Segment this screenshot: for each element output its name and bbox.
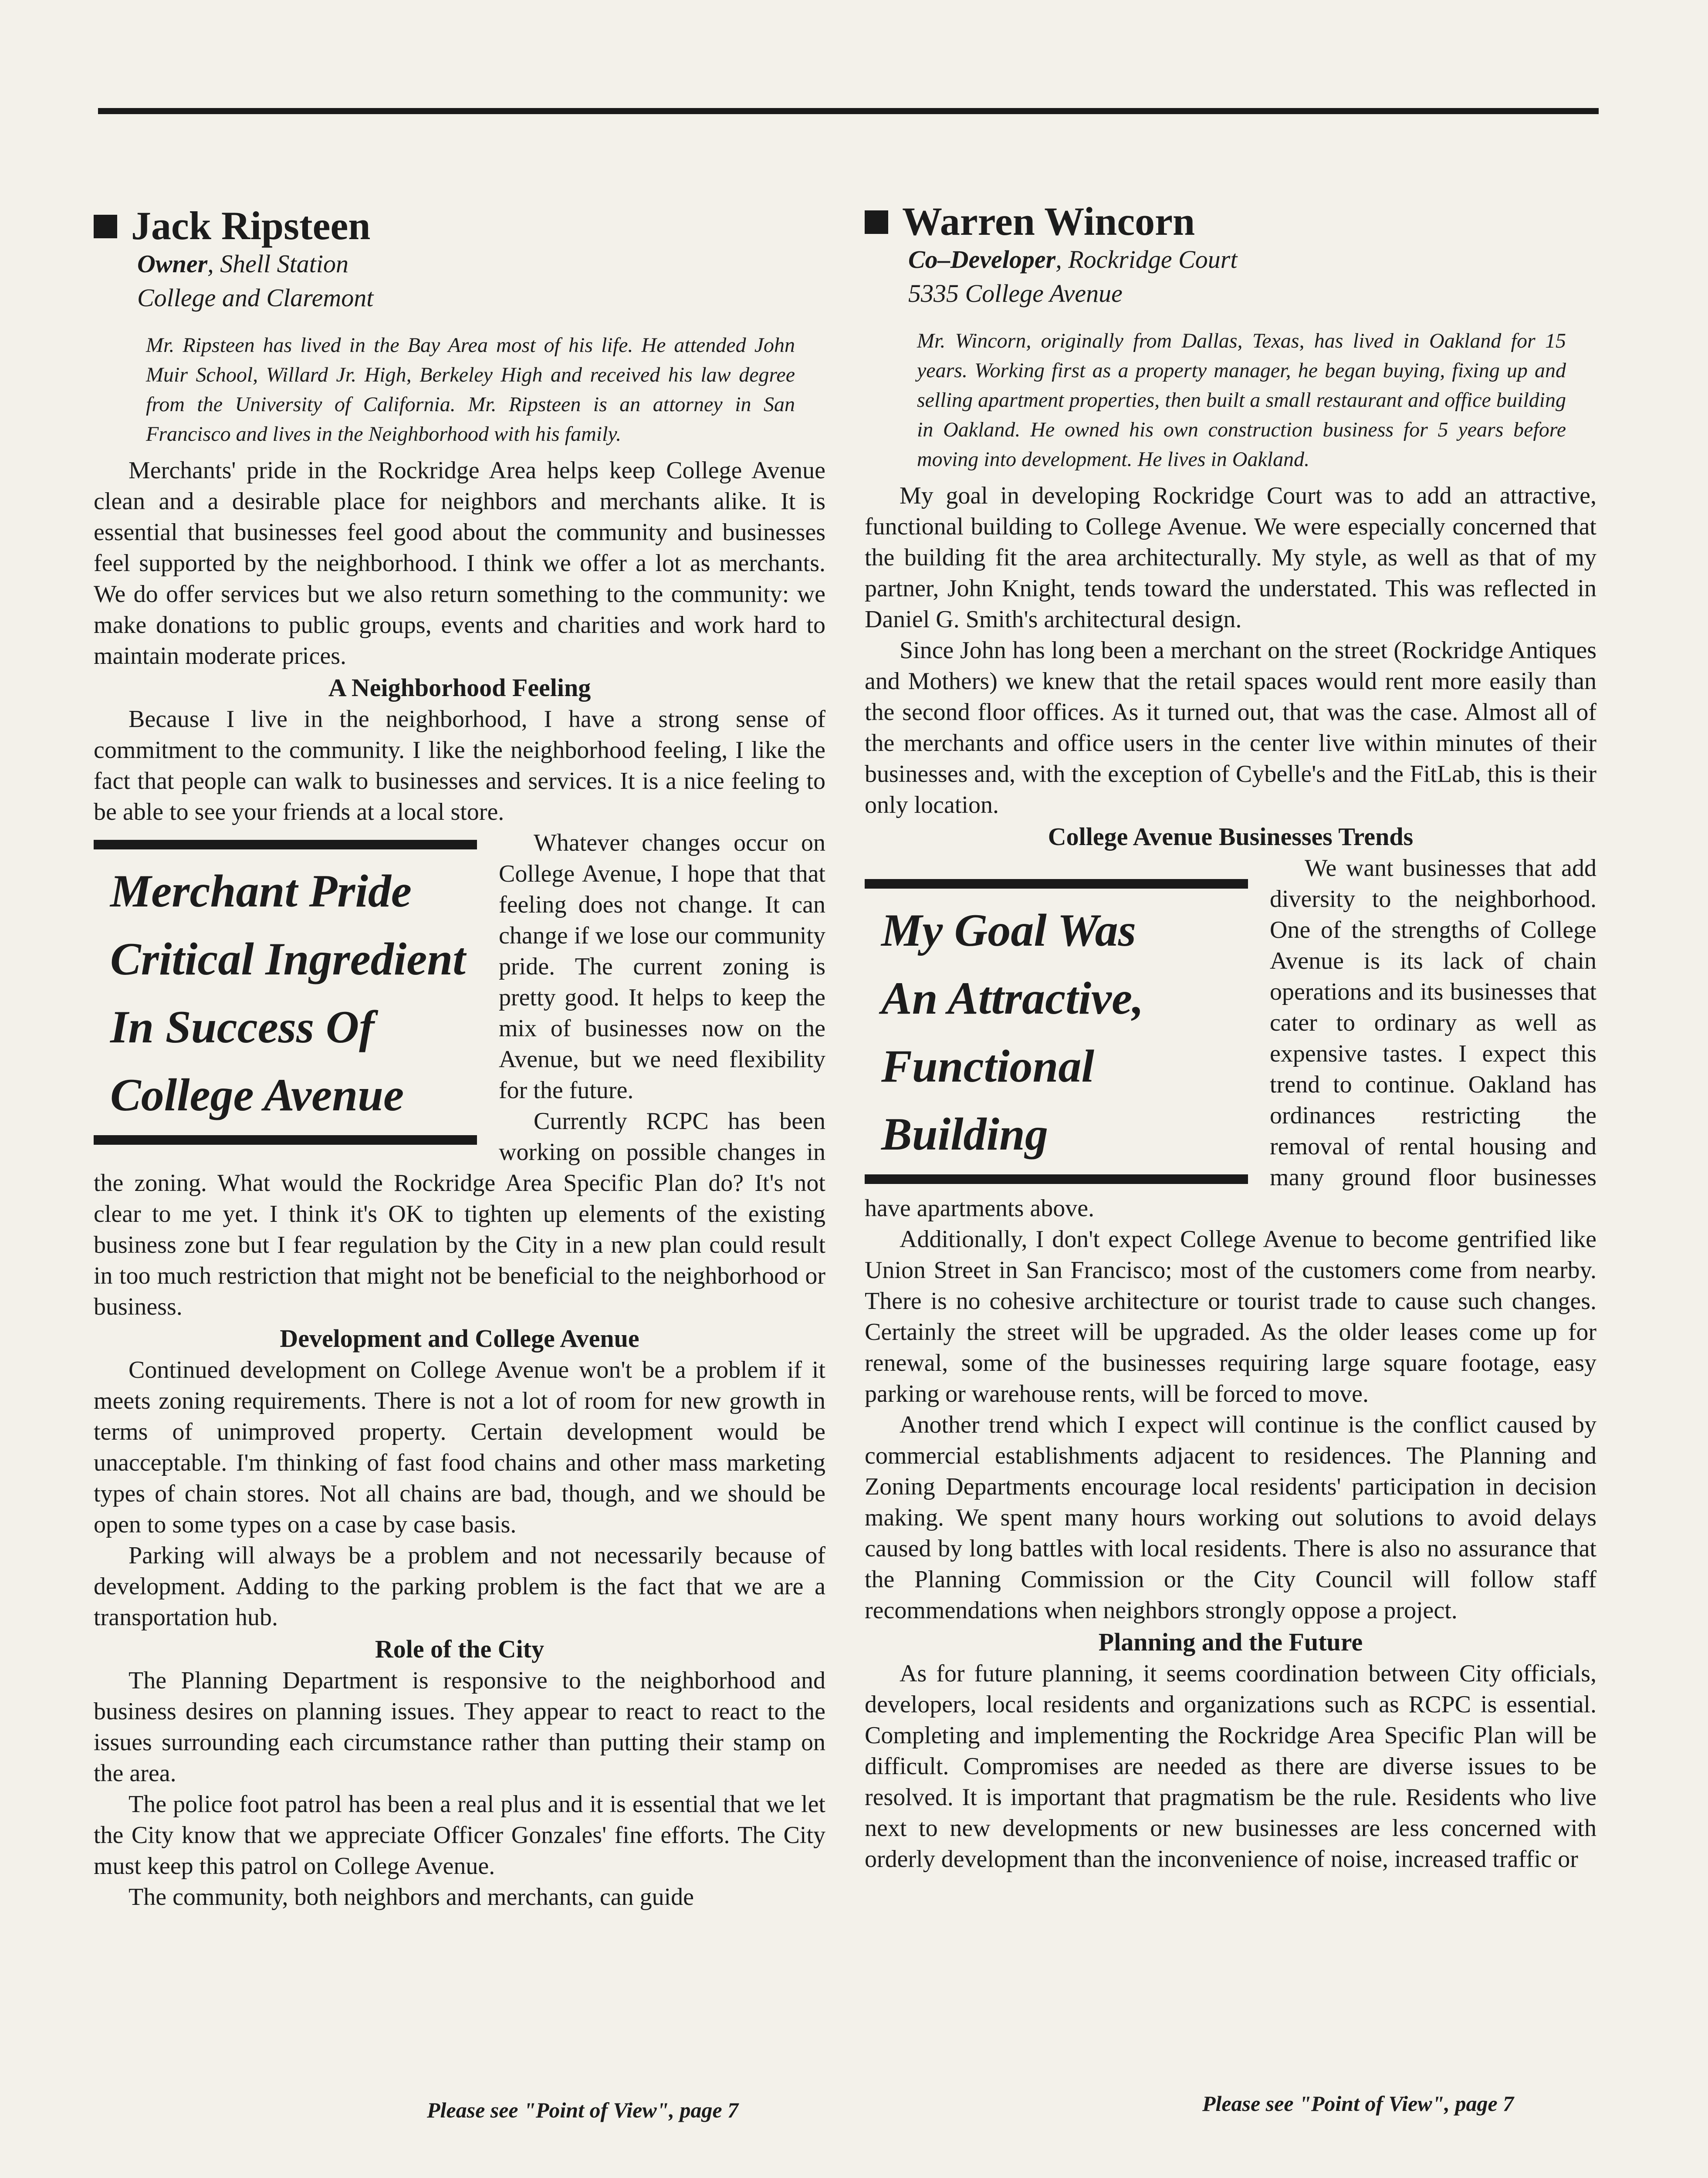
subheading: Role of the City: [375, 1634, 545, 1663]
top-rule: [98, 108, 1599, 114]
paragraph: Whatever changes occur on College Avenue, I hope that that feeling does not change. It can change if we lose our community pride. The current zoning is pretty good. It helps to keep the mix of businesses now on the Avenue, but we need flexibility for the future.: [499, 829, 825, 1104]
paragraph: Additionally, I don't expect College Avenue to become gentrified like Union Street in San Francisco; most of the customers come from nearby. There is no cohesive architecture or tourist trade to cause such changes. Certainly the street will be upgraded. As the older leases come up for renewal, some of the businesses requiring large square footage, easy parking or warehouse rents, will be forced to move.: [865, 1225, 1596, 1407]
paragraph: The community, both neighbors and merchants, can guide: [129, 1883, 694, 1911]
paragraph: Continued development on College Avenue won't be a problem if it meets zoning requirements. There is not a lot of room for new growth in terms of unimproved property. Certain development would be unacceptable. I'm thinking of fast food chains and other mass marketing types of chain stores. Not all chains are bad, though, and we should be open to some types on a case by case basis.: [94, 1356, 825, 1538]
article-body: [865, 480, 1596, 1875]
pull-quote-line: Merchant Pride: [110, 865, 412, 917]
pull-quote-line: Critical Ingredient: [110, 933, 466, 984]
profile-bio: Mr. Wincorn, originally from Dallas, Texas, has lived in Oakland for 15 years. Working first as a property manager, he began buying, fixing up and selling apartment properties, then built a small restaurant and office building in Oakland. He owned his own construction business for 5 years before moving into development. He lives in Oakland.: [917, 329, 1566, 471]
pull-quote-line: My Goal Was: [881, 904, 1136, 956]
paragraph: We want businesses that add diversity to the neighborhood. One of the strengths of College Avenue is its lack of chain operations and its businesses that cater to ordinary as well as expensive tastes. I expect this trend to continue. Oakland has ordinances restricting the removal of rental housing and many ground floor businesses have apartments above.: [865, 854, 1596, 1222]
subheading: A Neighborhood Feeling: [328, 673, 591, 702]
profile-location: 5335 College Avenue: [908, 279, 1123, 308]
profile-role: Co–Developer, Rockridge Court: [908, 245, 1238, 274]
paragraph: Merchants' pride in the Rockridge Area helps keep College Avenue clean and a desirable place for neighbors and merchants alike. It is essential that businesses feel good about the community and businesses feel supported by the neighborhood. I think we offer a lot as merchants. We do offer services but we also return something to the community: we make donations to public groups, events and charities and work hard to maintain moderate prices.: [94, 457, 825, 670]
profile-bio: Mr. Ripsteen has lived in the Bay Area most of his life. He attended John Muir School, Willard Jr. High, Berkeley High and received his law degree from the University of California. Mr. Ripsteen is an attorney in San Francisco and lives in the Neighborhood with his family.: [146, 333, 795, 446]
pull-quote-line: College Avenue: [110, 1069, 404, 1120]
square-bullet-icon: [94, 215, 117, 238]
subheading: Development and College Avenue: [280, 1324, 639, 1353]
paragraph: The Planning Department is responsive to the neighborhood and business desires on planning issues. They appear to react to react to the issues surrounding each circumstance rather than putting their stamp on the area.: [94, 1667, 825, 1787]
pull-quote-rule: [94, 840, 477, 849]
pull-quote-line: Building: [881, 1108, 1048, 1160]
subheading: College Avenue Businesses Trends: [1048, 822, 1414, 851]
paragraph: My goal in developing Rockridge Court was to add an attractive, functional building to College Avenue. We were especially concerned that the building fit the area architecturally. My style, as well as that of my partner, John Knight, tends toward the understated. This was reflected in Daniel G. Smith's architectural design.: [865, 482, 1596, 633]
pull-quote: [865, 879, 1248, 1184]
profile-name: Jack Ripsteen: [94, 205, 825, 247]
continued-note: Please see "Point of View", page 7: [1202, 2091, 1514, 2116]
paragraph: The police foot patrol has been a real plus and it is essential that we let the City know that we appreciate Officer Gonzales' fine efforts. The City must keep this patrol on College Avenue.: [94, 1790, 825, 1880]
left-column: [94, 205, 825, 1913]
pull-quote-line: Functional: [881, 1040, 1094, 1092]
profile-role: Owner, Shell Station: [137, 249, 348, 278]
square-bullet-icon: [865, 210, 888, 234]
pull-quote-rule: [865, 1174, 1248, 1184]
pull-quote: [94, 840, 477, 1145]
pull-quote-line: An Attractive,: [881, 972, 1144, 1024]
paragraph: Another trend which I expect will continue is the conflict caused by commercial establishments adjacent to residences. The Planning and Zoning Departments encourage local residents' participation in decision making. We spent many hours working out solutions to avoid delays caused by long battles with local residents. There is also no assurance that the Planning Commission or the City Council will follow staff recommendations when neighbors strongly oppose a project.: [865, 1411, 1596, 1624]
continued-note: Please see "Point of View", page 7: [427, 2098, 739, 2122]
subheading: Planning and the Future: [1098, 1627, 1363, 1656]
pull-quote-rule: [865, 879, 1248, 889]
paragraph: Because I live in the neighborhood, I have a strong sense of commitment to the community. I like the neighborhood feeling, I like the fact that people can walk to businesses and services. It is a nice feeling to be able to see your friends at a local store.: [94, 705, 825, 825]
pull-quote-line: In Success Of: [110, 1001, 375, 1052]
paragraph: Parking will always be a problem and not necessarily because of development. Adding to the parking problem is the fact that we are a transportation hub.: [94, 1542, 825, 1631]
profile-name: Warren Wincorn: [865, 200, 1596, 243]
paragraph: As for future planning, it seems coordination between City officials, developers, local residents and organizations such as RCPC is essential. Completing and implementing the Rockridge Area Specific Plan will be difficult. Compromises are needed as there are diverse issues to be resolved. It is important that pragmatism be the rule. Residents who live next to new developments or new businesses are less concerned with orderly development than the inconvenience of noise, increased traffic or: [865, 1660, 1596, 1873]
article-body: [94, 455, 825, 1913]
profile-location: College and Claremont: [137, 283, 374, 312]
paragraph: Since John has long been a merchant on the street (Rockridge Antiques and Mothers) we knew that the retail spaces would rent more easily than the second floor offices. As it turned out, that was the case. Almost all of the merchants and office users in the center live within minutes of their businesses and, with the exception of Cybelle's and the FitLab, this is their only location.: [865, 636, 1596, 818]
right-column: [865, 200, 1596, 1875]
pull-quote-rule: [94, 1135, 477, 1145]
paragraph: Currently RCPC has been working on possible changes in the zoning. What would the Rockridge Area Specific Plan do? It's not clear to me yet. I think it's OK to tighten up elements of the existing business zone but I fear regulation by the City in a new plan could result in too much restriction that might not be beneficial to the neighborhood or business.: [94, 1107, 825, 1320]
